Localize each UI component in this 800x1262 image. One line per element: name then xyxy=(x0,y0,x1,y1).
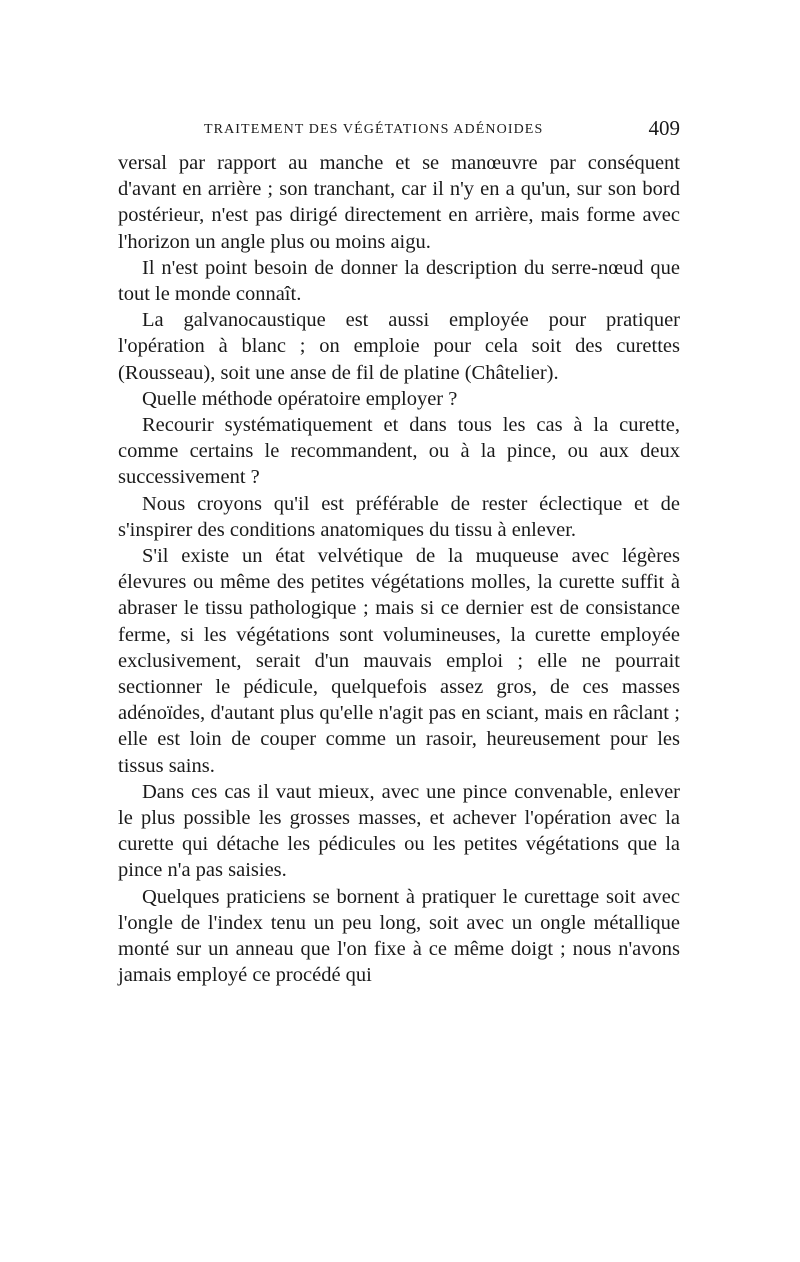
page-number: 409 xyxy=(648,116,680,140)
paragraph-serre-noeud: Il n'est point besoin de donner la description du serre-nœud que tout le monde connaît. xyxy=(118,256,680,306)
paragraph-question-curette: Recourir systématiquement et dans tous les cas à la curette, comme certains le recommandent, ou à la pince, ou aux deux successivement ? xyxy=(118,414,680,489)
paragraph-question-methode: Quelle méthode opératoire employer ? xyxy=(142,387,458,410)
paragraph-continued: versal par rapport au manche et se manœuvre par conséquent d'avant en arrière ; son tranchant, car il n'y en a qu'un, sur son bord postérieur, n'est pas dirigé directement en arrière, mais forme avec l'horizon un angle plus ou moins aigu. xyxy=(118,152,680,253)
body-text xyxy=(118,150,680,989)
running-title: TRAITEMENT DES VÉGÉTATIONS ADÉNOIDES xyxy=(204,122,544,137)
paragraph-etat-velvetique: S'il existe un état velvétique de la muqueuse avec légères élevures ou même des petites végétations molles, la curette suffit à abraser le tissu pathologique ; mais si ce dernier est de consistance ferme, si les végétations sont volumineuses, la curette employée exclusivement, serait d'un mauvais emploi ; elle ne pourrait sectionner le pédicule, quelquefois assez gros, de ces masses adénoïdes, d'autant plus qu'elle n'agit pas en sciant, mais en râclant ; elle est loin de couper comme un rasoir, heureusement pour les tissus sains. xyxy=(118,545,680,777)
paragraph-ongle: Quelques praticiens se bornent à pratiquer le curettage soit avec l'ongle de l'index tenu un peu long, soit avec un ongle métallique monté sur un anneau que l'on fixe à ce même doigt ; nous n'avons jamais employé ce procédé qui xyxy=(118,885,680,987)
paragraph-eclectique: Nous croyons qu'il est préférable de rester éclectique et de s'inspirer des conditions anatomiques du tissu à enlever. xyxy=(118,492,680,541)
paragraph-pince: Dans ces cas il vaut mieux, avec une pince convenable, enlever le plus possible les grosses masses, et achever l'opération avec la curette qui détache les pédicules ou les petites végétations que la pince n'a pas saisies. xyxy=(118,780,680,882)
running-head xyxy=(118,116,680,140)
paragraph-galvanocaustique: La galvanocaustique est aussi employée pour pratiquer l'opération à blanc ; on emploie pour cela soit des curettes (Rousseau), soit une anse de fil de platine (Châtelier). xyxy=(118,309,680,384)
